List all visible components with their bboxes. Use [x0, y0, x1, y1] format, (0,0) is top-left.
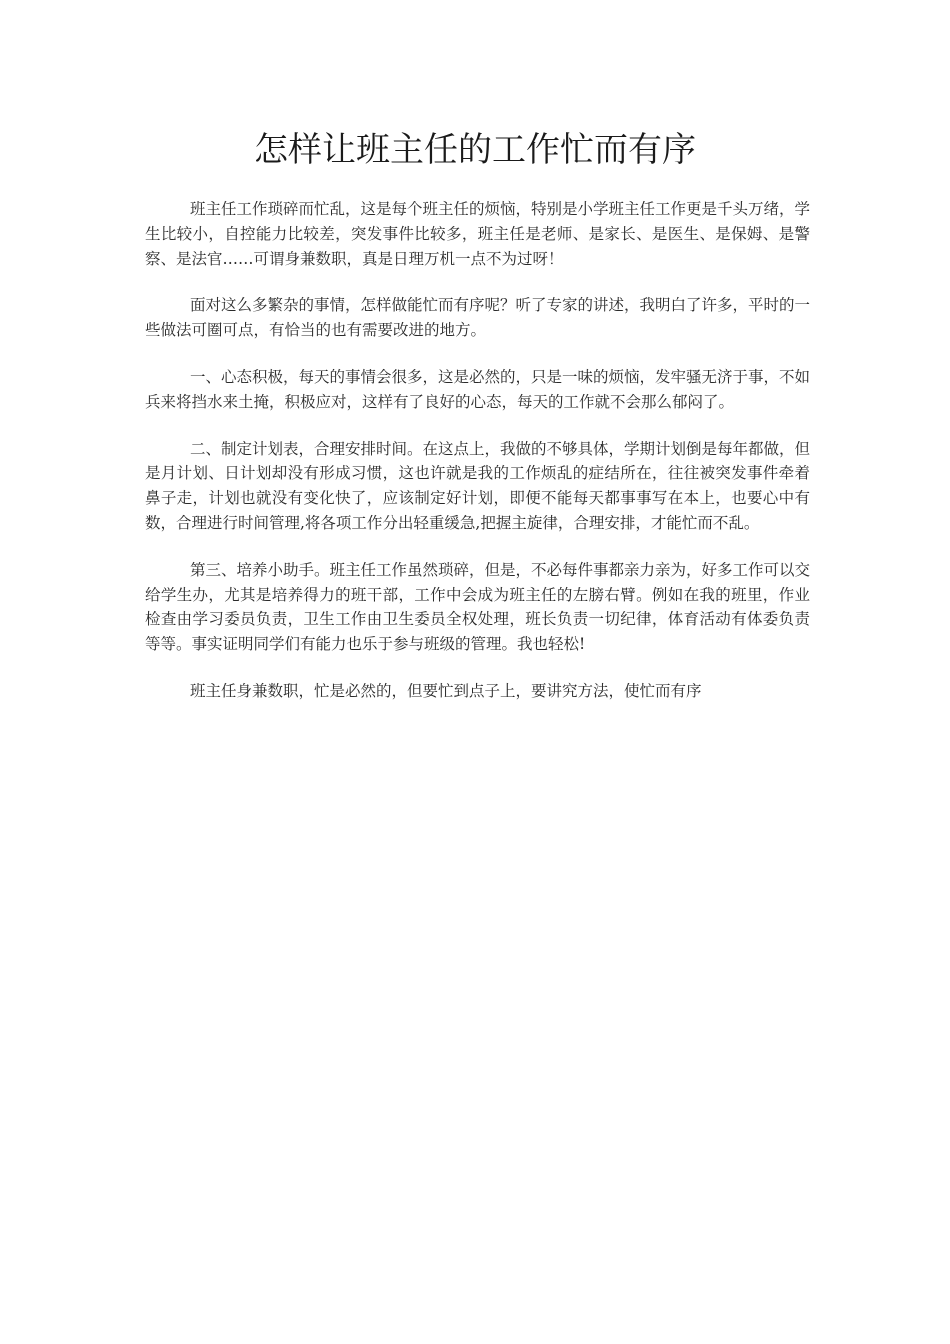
paragraph-point-three: 第三、培养小助手。班主任工作虽然琐碎，但是，不必每件事都亲力亲为，好多工作可以交给学生办，尤其是培养得力的班干部，工作中会成为班主任的左膀右臂。例如在我的班里，作业检查由学习委员负责，卫生工作由卫生委员全权处理，班长负责一切纪律，体育活动有体委负责等等。事实证明同学们有能力也乐于参与班级的管理。我也轻松! — [145, 560, 810, 654]
paragraph-point-one: 一、心态积极，每天的事情会很多，这是必然的，只是一味的烦恼，发牢骚无济于事，不如兵来将挡水来土掩，积极应对，这样有了良好的心态，每天的工作就不会那么郁闷了。 — [145, 367, 810, 411]
document-body — [145, 197, 810, 726]
document-title: 怎样让班主任的工作忙而有序 — [254, 130, 696, 170]
paragraph-intro: 班主任工作琐碎而忙乱，这是每个班主任的烦恼，特别是小学班主任工作更是千头万绪，学生比较小，自控能力比较差，突发事件比较多，班主任是老师、是家长、是医生、是保姆、是警察、是法官……可谓身兼数职，真是日理万机一点不为过呀！ — [145, 200, 810, 268]
paragraph-question: 面对这么多繁杂的事情，怎样做能忙而有序呢？听了专家的讲述，我明白了许多，平时的一些做法可圈可点，有恰当的也有需要改进的地方。 — [145, 296, 810, 340]
paragraph-point-two: 二、制定计划表，合理安排时间。在这点上，我做的不够具体，学期计划倒是每年都做，但是月计划、日计划却没有形成习惯，这也许就是我的工作烦乱的症结所在，往往被突发事件牵着鼻子走，计划也就没有变化快了，应该制定好计划，即便不能每天都事事写在本上，也要心中有数，合理进行时间管理,将各项工作分出轻重缓急,把握主旋律，合理安排，才能忙而不乱。 — [145, 439, 810, 532]
paragraph-conclusion: 班主任身兼数职，忙是必然的，但要忙到点子上，要讲究方法，使忙而有序 — [189, 681, 702, 700]
